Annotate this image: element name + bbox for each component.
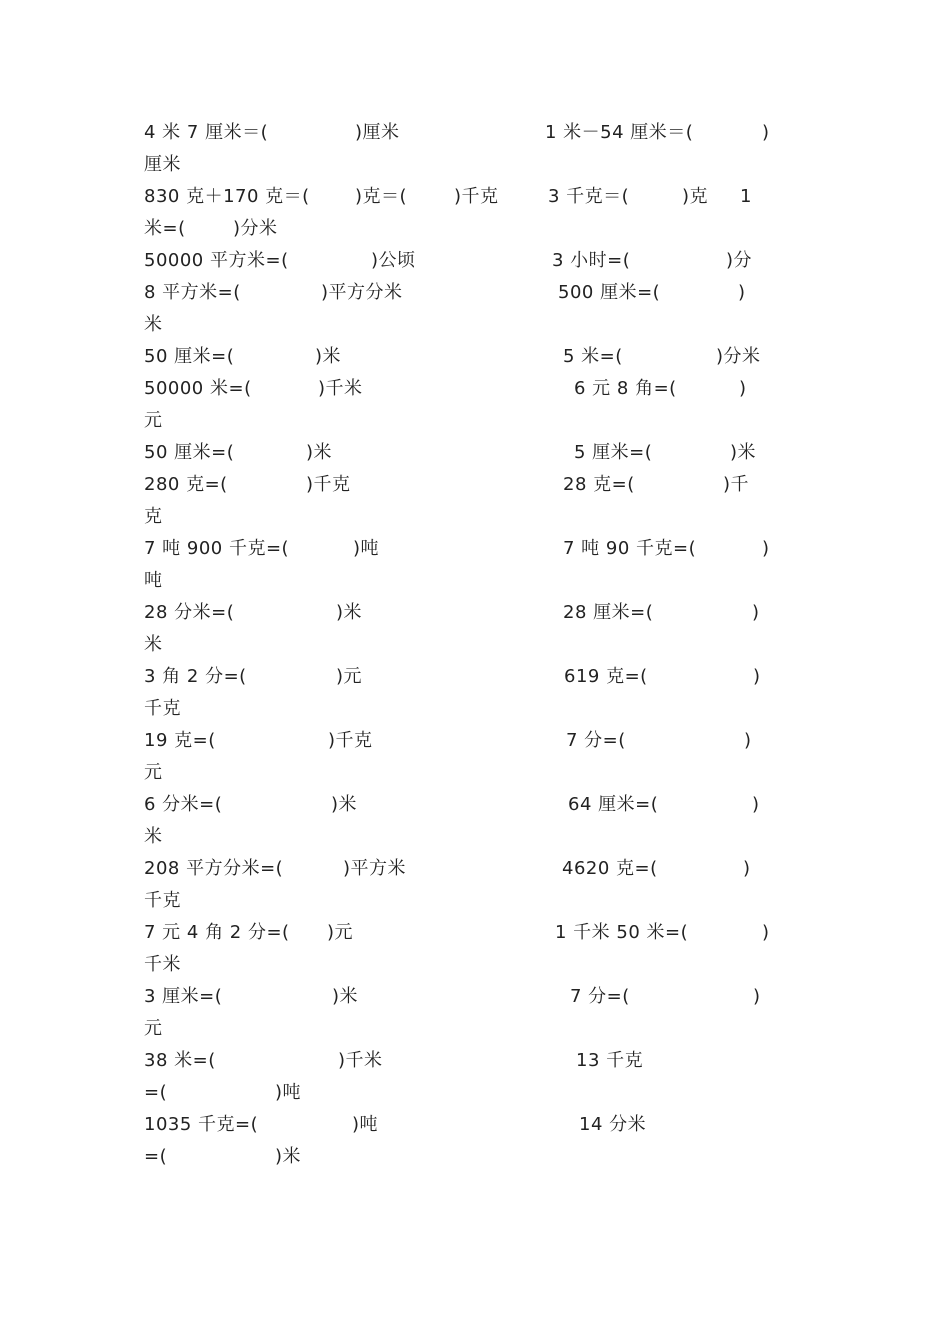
text-line: )千克 <box>328 730 373 751</box>
text-line: )分 <box>726 250 753 271</box>
text-line: 7 分=( <box>570 986 630 1007</box>
text-line: 13 千克 <box>576 1050 644 1071</box>
text-line: )平方米 <box>343 858 407 879</box>
text-line: 6 分米=( <box>144 794 223 815</box>
text-line: 1 米－54 厘米＝( <box>545 122 694 143</box>
text-line: 28 克=( <box>563 474 635 495</box>
text-line: 208 平方分米=( <box>144 858 284 879</box>
text-line: 7 分=( <box>566 730 626 751</box>
text-line: )分米 <box>233 218 278 239</box>
text-line: 元 <box>144 1018 163 1039</box>
text-line: )千克 <box>306 474 351 495</box>
text-line: 千克 <box>144 698 181 719</box>
text-line: )吨 <box>275 1082 302 1103</box>
text-line: 3 厘米=( <box>144 986 223 1007</box>
text-line: ) <box>739 378 747 399</box>
text-line: )米 <box>332 986 359 1007</box>
text-line: 619 克=( <box>564 666 648 687</box>
text-line: )千米 <box>318 378 363 399</box>
text-line: 1 <box>740 186 752 207</box>
text-line: 19 克=( <box>144 730 216 751</box>
text-line: )千克 <box>454 186 499 207</box>
text-line: 38 米=( <box>144 1050 216 1071</box>
text-line: )米 <box>306 442 333 463</box>
text-line: 米=( <box>144 218 186 239</box>
text-line: 元 <box>144 762 163 783</box>
text-line: )千米 <box>338 1050 383 1071</box>
text-line: )公顷 <box>371 250 416 271</box>
text-line: 8 平方米=( <box>144 282 241 303</box>
text-line: )吨 <box>353 538 380 559</box>
text-line: )米 <box>730 442 757 463</box>
text-line: )克＝( <box>355 186 408 207</box>
text-line: ) <box>762 538 770 559</box>
text-line: )吨 <box>352 1114 379 1135</box>
text-line: ) <box>738 282 746 303</box>
text-line: 50 厘米=( <box>144 442 235 463</box>
text-line: 7 吨 90 千克=( <box>563 538 697 559</box>
text-line: ) <box>762 922 770 943</box>
text-line: )克 <box>682 186 709 207</box>
text-line: )分米 <box>716 346 761 367</box>
text-line: 千米 <box>144 954 181 975</box>
text-line: ) <box>762 122 770 143</box>
text-line: ) <box>744 730 752 751</box>
text-line: 50000 米=( <box>144 378 252 399</box>
text-line: 厘米 <box>144 154 181 175</box>
text-line: 3 角 2 分=( <box>144 666 247 687</box>
text-line: 50 厘米=( <box>144 346 235 367</box>
text-line: 7 元 4 角 2 分=( <box>144 922 290 943</box>
text-line: 1035 千克=( <box>144 1114 259 1135</box>
text-line: ) <box>753 986 761 1007</box>
text-line: 米 <box>144 826 163 847</box>
text-line: 280 克=( <box>144 474 228 495</box>
text-line: )米 <box>315 346 342 367</box>
text-line: )平方分米 <box>321 282 403 303</box>
text-line: )元 <box>336 666 363 687</box>
text-line: =( <box>144 1146 168 1167</box>
text-line: 830 克＋170 克＝( <box>144 186 310 207</box>
text-line: )米 <box>275 1146 302 1167</box>
text-line: 吨 <box>144 570 163 591</box>
text-line: 7 吨 900 千克=( <box>144 538 290 559</box>
text-line: 米 <box>144 314 163 335</box>
text-line: )厘米 <box>355 122 400 143</box>
text-line: 5 米=( <box>563 346 623 367</box>
text-line: 6 元 8 角=( <box>574 378 677 399</box>
text-line: )米 <box>336 602 363 623</box>
text-line: )元 <box>327 922 354 943</box>
text-line: =( <box>144 1082 168 1103</box>
text-line: 4620 克=( <box>562 858 658 879</box>
text-line: ) <box>753 666 761 687</box>
text-line: 千克 <box>144 890 181 911</box>
text-line: ) <box>752 602 760 623</box>
text-line: )千 <box>723 474 750 495</box>
text-line: 64 厘米=( <box>568 794 659 815</box>
text-line: ) <box>743 858 751 879</box>
text-line: 4 米 7 厘米＝( <box>144 122 269 143</box>
text-line: 克 <box>144 506 163 527</box>
text-line: 1 千米 50 米=( <box>555 922 689 943</box>
text-line: 500 厘米=( <box>558 282 661 303</box>
text-line: 28 厘米=( <box>563 602 654 623</box>
text-line: 28 分米=( <box>144 602 235 623</box>
text-line: 米 <box>144 634 163 655</box>
text-line: 元 <box>144 410 163 431</box>
text-line: 14 分米 <box>579 1114 647 1135</box>
text-line: 50000 平方米=( <box>144 250 289 271</box>
text-line: 5 厘米=( <box>574 442 653 463</box>
text-line: 3 小时=( <box>552 250 631 271</box>
text-line: ) <box>752 794 760 815</box>
text-line: 3 千克＝( <box>548 186 630 207</box>
text-line: )米 <box>331 794 358 815</box>
